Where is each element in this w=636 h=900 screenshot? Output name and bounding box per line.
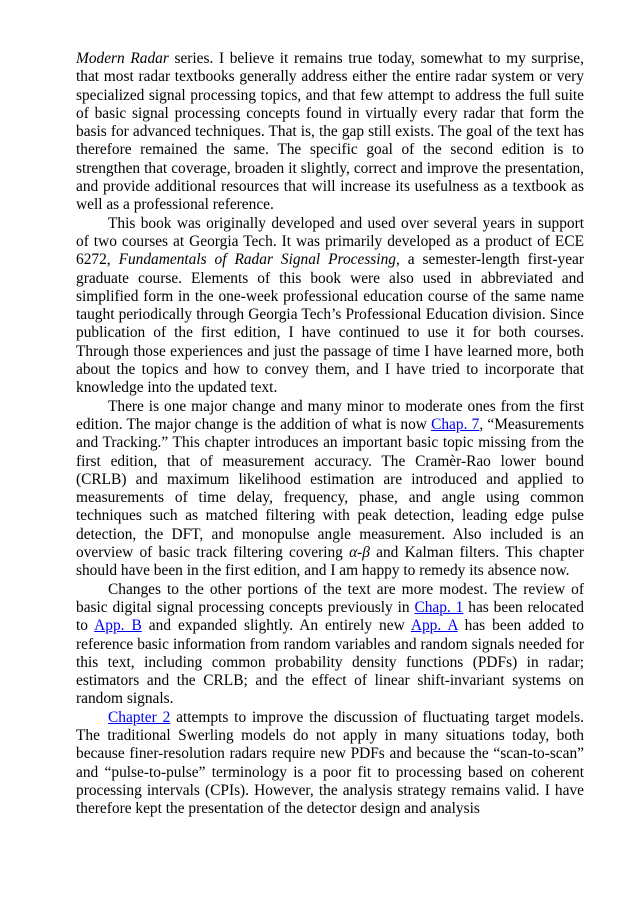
paragraph-4 [76,581,584,709]
link-chap-7[interactable]: Chap. 7 [431,415,480,433]
paragraph-text: , “Measurements and Tracking.” This chapter introduces an important basic topic missing from the first edition, that of measurement accuracy. The Cramèr-Rao lower bound (CRLB) and maximum likelihood estimation are introduced and applied to measurements of time delay, frequency, phase, and angle using common techniques such as matched filtering with peak detection, leading edge pulse detection, the DFT, and monopulse angle measurement. Also included is an overview of basic track filtering covering [76,415,584,562]
document-page [76,50,584,818]
link-chapter-2[interactable]: Chapter 2 [108,708,171,726]
paragraph-2 [76,215,584,398]
paragraph-5 [76,709,584,819]
link-chap-1[interactable]: Chap. 1 [414,598,464,616]
series-title: Modern Radar [76,50,169,67]
paragraph-3 [76,398,584,581]
paragraph-text: This book was originally developed and used over several years in support of two courses at Georgia Tech. It was primarily developed as a product of ECE 6272, [76,214,584,269]
paragraph-text: attempts to improve the discussion of fluctuating target models. The traditional Swerling models do not apply in many situations today, both because finer-resolution radars require new PDFs and because the “scan-to-scan” and “pulse-to-pulse” terminology is a poor fit to processing based on coherent processing intervals (CPIs). However, the analysis strategy remains valid. I have therefore kept the presentation of the detector design and analysis [76,708,585,818]
paragraph-text: , a semester-length first-year graduate course. Elements of this book were also used in abbreviated and simplified form in the one-week professional education course of the same name taught periodically through Georgia Tech’s Professional Education division. Since publication of the first edition, I have continued to use it for both courses. Through those experiences and just the passage of time I have learned more, both about the topics and how to convey them, and I have tried to incorporate that knowledge into the updated text. [76,251,584,397]
paragraph-text: and expanded slightly. An entirely new [141,617,411,635]
alpha-beta-term: α-β [349,544,370,562]
paragraph-text: and Kalman filters. This chapter should have been in the first edition, and I am happy to remedy its absence now. [76,544,584,580]
link-app-a[interactable]: App. A [410,617,458,635]
course-title: Fundamentals of Radar Signal Processing [118,251,396,269]
paragraph-1 [76,50,584,215]
paragraph-text: has been relocated to [76,598,584,635]
paragraph-text: has been added to reference basic information from random variables and random signals needed for this text, including common probability density functions (PDFs) in radar; estimators and the CRLB; and the effect of linear shift-invariant systems on random signals. [76,617,584,708]
paragraph-text: Changes to the other portions of the text are more modest. The review of basic digital signal processing concepts previously in [76,580,584,616]
paragraph-text: series. I believe it remains true today, somewhat to my surprise, that most radar textbooks generally address either the entire radar system or very specialized signal processing topics, and that few attempt to address the full suite of basic signal processing concepts found in virtually every radar that form the basis for advanced techniques. That is, the gap still exists. The goal of the text has therefore remained the same. The specific goal of the second edition is to strengthen that coverage, broaden it slightly, correct and improve the presentation, and provide additional resources that will increase its usefulness as a textbook as well as a professional reference. [76,50,584,214]
paragraph-text: There is one major change and many minor to moderate ones from the first edition. The major change is the addition of what is now [76,397,584,433]
link-app-b[interactable]: App. B [94,617,142,635]
